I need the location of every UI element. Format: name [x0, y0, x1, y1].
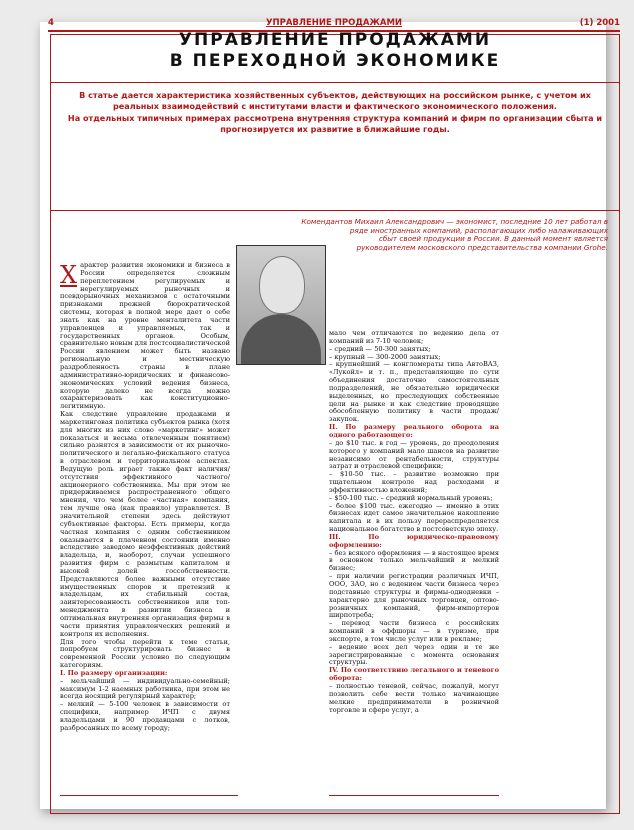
list-item: – более $100 тыс. ежегодно — именно в этих бизнесах идет самое значительное накопление капитала и в их пользу перераспределяется национальное богатство в постсоветскую эпоху.: [329, 501, 499, 534]
list-item: – крупный — 300-2000 занятых;: [329, 352, 441, 361]
section-heading: I. По размеру организации:: [60, 668, 168, 677]
abstract-rule: [50, 210, 620, 211]
paragraph: Для того чтобы перейти к теме статьи, попробуем структурировать бизнес в современной России условно по следующим категориям.: [60, 637, 230, 670]
list-item: – ведение всех дел через один и те же зарегистрированные с момента основания структуры.: [329, 642, 499, 667]
bottom-rule-right: [329, 795, 499, 796]
abstract-paragraph-1: В статье дается характеристика хозяйственных субъектов, действующих на российском рынке, с учетом их реальных взаимодействий с институтами власти и фактического экономического положения.: [79, 90, 591, 112]
list-item: – $10-50 тыс. – развитие возможно при тщательном контроле над расходами и эффективностью вложений;: [329, 470, 499, 494]
paragraph: Как следствие управление продажами и маркетинговая политика субъектов рынка (хотя для многих из них слово «маркетинг» может показаться и весьма отвлеченным понятием) сильно разнятся в зависимости от их рыночно-политического и легально-фискального статуса в отраслевом и территориальном аспектах. Ведущую роль играет также факт наличия/отсутствия эффективного частного/акционерного собственника. Мы при этом не придерживаемся распространенного общего мнения, что чем более «частная» компания, тем лучше она (как правило) управляется. В значительной степени здесь действуют субъективные факторы. Есть примеры, когда частная компания с одним собственником оказывается в плачевном состоянии именно вследствие заведомо неэффективных действий владельца, и, наоборот, случаи успешного развития фирм с размытым капиталом и высокой долей госсобственности. Представляются более важными отсутствие имущественных споров и претензий к владельцам, их стабильный состав, заинтересованность собственников или топ-менеджмента в развитии бизнеса и оптимальная внутренняя организация фирмы в части принятия управленческих решений и контроля их исполнения.: [60, 410, 230, 638]
text-column-left: [60, 262, 230, 733]
issue-label: (1) 2001: [579, 18, 620, 28]
author-bio-rest: ряде иностранных компаний, располагающих либо налаживающих сбыт своей продукции в России. В данный момент является руководителем московского представительства компании Grohe.: [349, 225, 608, 252]
paragraph: арактер развития экономики и бизнеса в России определяется сложным переплетением регулируемых и нерегулируемых рыночных и псевдорыночных механизмов с остаточными признаками прежней бюрократической системы, которая в полной мере дает о себе знать как на уровне менталитета части управленцев и управляемых, так и государственных органов. Особым, сравнительно новым для постсоциалистической России явлением может быть названо региональную и местническую раздробленность страны в плане административно-юридических и финансово-экономических условий ведения бизнеса, которую далеко не всегда можно охарактеризовать как конституционно-легитимную.: [60, 261, 230, 411]
list-item: – до $10 тыс. в год — уровень, до преодоления которого у компаний мало шансов на развитие независимо от рентабельности, структуры затрат и отраслевой специфики;: [329, 438, 499, 471]
list-item: – перевод части бизнеса с российских компаний в оффшоры — в туризме, при экспорте, в том числе услуг или в рекламе;: [329, 619, 499, 643]
drop-cap: Х: [60, 261, 78, 289]
paragraph: мало чем отличаются по ведению дела от компаний из 7-10 человек;: [329, 329, 499, 345]
abstract: [60, 90, 610, 136]
section-heading: III. По юридическо-правовому оформлению:: [329, 532, 499, 549]
title-line-2: В ПЕРЕХОДНОЙ ЭКОНОМИКЕ: [169, 51, 501, 71]
list-item: – без всякого оформления — в настоящее время в основном только мельчайший и мелкий бизнес;: [329, 548, 499, 573]
header-title: УПРАВЛЕНИЕ ПРОДАЖАМИ: [265, 18, 403, 28]
author-name-line: Комендантов Михаил Александрович — экономист, последние 10 лет работал в: [301, 217, 608, 226]
title-line-1: УПРАВЛЕНИЕ ПРОДАЖАМИ: [178, 30, 492, 50]
list-item: – средний — 50-300 занятых;: [329, 344, 431, 353]
text-column-right: [329, 330, 499, 714]
list-item: – мелкий — 5-100 человек в зависимости от специфики, например ИЧП с двумя владельцами и 90 продавцами с лотков, разбросанных по всему городу;: [60, 700, 230, 732]
list-item: – мельчайший — индивидуально-семейный; максимум 1-2 наемных работника, при этом не всегда носящий регулярный характер;: [60, 676, 230, 701]
list-item: – при наличии регистрации различных ИЧП, ООО, ЗАО, но с ведением части бизнеса через подставные структуры и фирмы-однодневки – характерно для рыночных торговцев, оптово-розничных компаний, фирм-импортеров ширпотреба;: [329, 572, 499, 620]
page-number: 4: [48, 18, 54, 28]
section-heading: II. По размеру реального оборота на одного работающего:: [329, 423, 499, 439]
author-bio: [160, 218, 608, 252]
title-rule: [50, 82, 620, 83]
section-heading: IV. По соответствию легального и теневого оборота:: [329, 666, 499, 683]
list-item: – полностью теневой, сейчас, пожалуй, могут позволить себе вести только начинающие мелкие предприниматели в розничной торговле и сфере услуг, а: [329, 681, 499, 714]
bottom-rule-left: [60, 795, 238, 796]
abstract-paragraph-2: На отдельных типичных примерах рассмотрена внутренняя структура компаний и фирм по организации сбыта и прогнозируется их развитие в ближайшие годы.: [67, 112, 603, 135]
author-photo: [236, 245, 326, 365]
list-item: – $50-100 тыс. – средний нормальный уровень;: [329, 493, 493, 502]
list-item: – крупнейший — конгломераты типа АвтоВАЗ, «Лукойл» и т. п., представляющие по сути объединения достаточно самостоятельных подразделений, не обязательно юридически выделенных, но преследующих собственные цели на рынке и как следствие проводящие обособленную политику в части продаж/закупок.: [329, 360, 499, 424]
article-title: [60, 30, 610, 72]
